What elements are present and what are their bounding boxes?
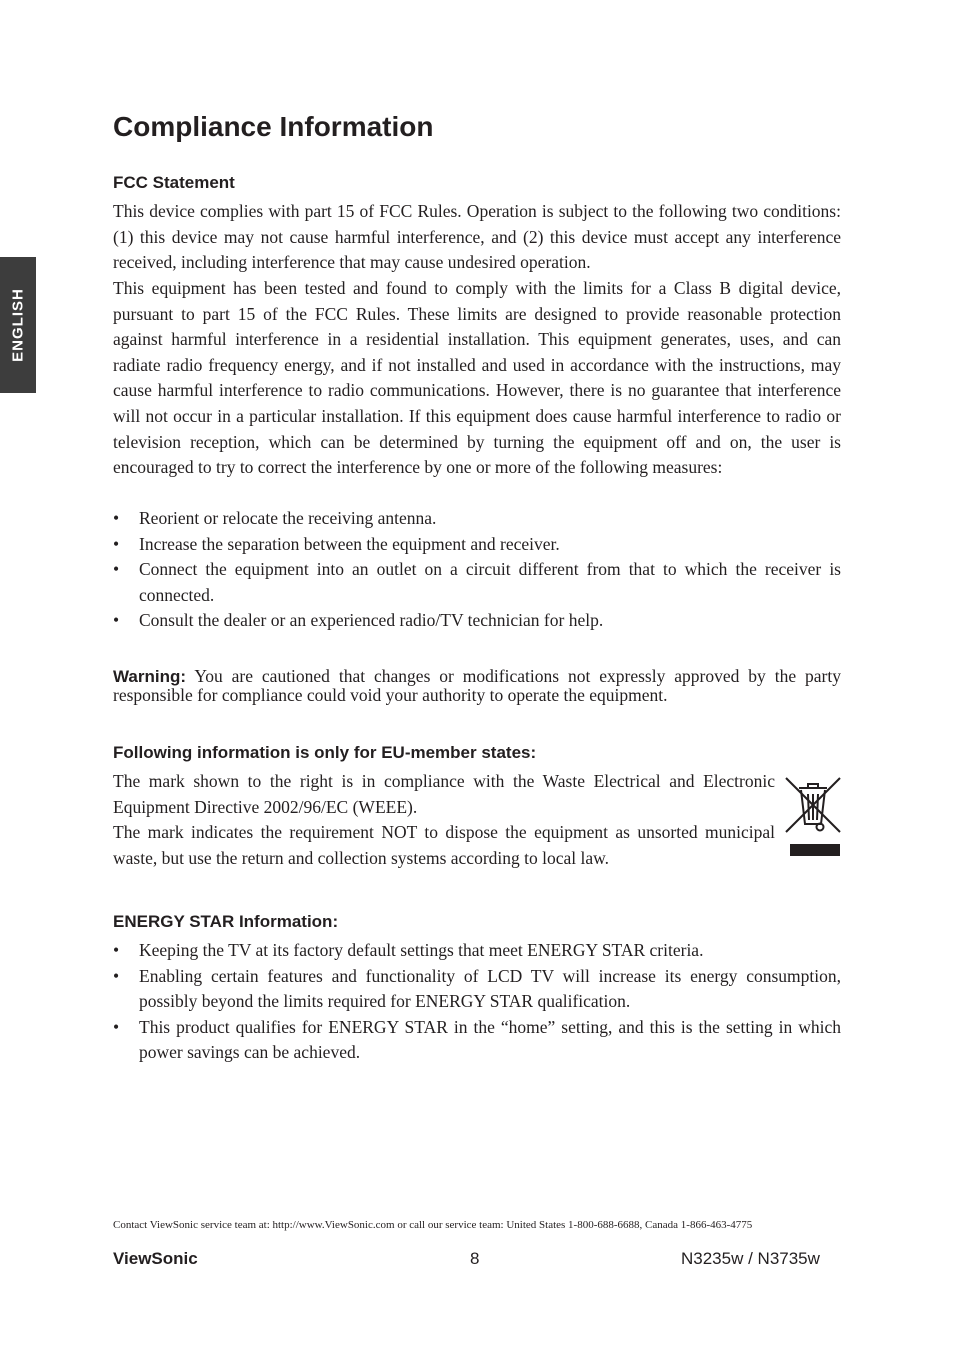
eu-paragraph-1: The mark shown to the right is in compliance with the Waste Electrical and Electronic Equipment Directive 2002/96/EC (WEEE). [113, 771, 775, 817]
footer-brand: ViewSonic [113, 1249, 198, 1268]
list-item: • Enabling certain features and functionality of LCD TV will increase its energy consumption, possibly beyond the limits required for ENERGY STAR qualification. [113, 965, 841, 1012]
list-item: • This product qualifies for ENERGY STAR in the “home” setting, and this is the setting in which power savings can be achieved. [113, 1016, 841, 1063]
list-item: • Keeping the TV at its factory default settings that meet ENERGY STAR criteria. [113, 938, 841, 964]
eu-heading: Following information is only for EU-member states: [113, 743, 537, 762]
page-title: Compliance Information [113, 111, 434, 142]
fcc-paragraph-1: This device complies with part 15 of FCC Rules. Operation is subject to the following two conditions: (1) this device may not cause harmful interference, and (2) this device must accept any interference received, including interference that may cause undesired operation. [113, 201, 841, 273]
weee-crossed-bin-icon [784, 776, 842, 858]
warning-label: Warning: [113, 667, 187, 686]
list-item: • Increase the separation between the equipment and receiver. [113, 532, 841, 558]
warning-text: You are cautioned that changes or modifications not expressly approved by the party responsible for compliance could void your authority to operate the equipment. [113, 666, 841, 705]
warning-paragraph [113, 667, 841, 705]
bullet-icon: • [113, 508, 120, 528]
fcc-heading: FCC Statement [113, 173, 235, 192]
eu-paragraph-2: The mark indicates the requirement NOT to dispose the equipment as unsorted municipal waste, but use the return and collection systems according to local law. [113, 822, 775, 868]
eu-text [113, 769, 775, 871]
bullet-icon: • [113, 533, 120, 554]
energy-star-list [113, 938, 841, 1066]
footer-model: N3235w / N3735w [681, 1249, 820, 1268]
footer-page-number: 8 [470, 1249, 480, 1268]
bullet-icon: • [113, 940, 120, 960]
language-tab [0, 257, 36, 393]
contact-line: Contact ViewSonic service team at: http://www.ViewSonic.com or call our service team: United States 1-800-688-6688, Canada 1-866-463-4775 [113, 1219, 753, 1231]
list-item: • Connect the equipment into an outlet on a circuit different from that to which the receiver is connected. [113, 559, 841, 605]
language-tab-label: ENGLISH [9, 288, 27, 362]
bullet-icon: • [113, 1016, 120, 1037]
list-item: • Reorient or relocate the receiving antenna. [113, 506, 841, 532]
fcc-paragraph-2: This equipment has been tested and found to comply with the limits for a Class B digital device, pursuant to part 15 of the FCC Rules. These limits are designed to provide reasonable protection against harmful interference in a residential installation. This equipment generates, uses, and can radiate radio frequency energy, and if not installed and used in accordance with the instructions, may cause harmful interference to radio communications. However, there is no guarantee that interference will not occur in a particular installation. If this equipment does cause harmful interference to radio or television reception, which can be determined by turning the equipment off and on, the user is encouraged to try to correct the interference by one or more of the following measures: [113, 278, 841, 478]
fcc-measures-list [113, 506, 841, 634]
bullet-icon: • [113, 559, 120, 580]
bullet-icon: • [113, 965, 120, 986]
energy-star-heading: ENERGY STAR Information: [113, 912, 339, 931]
list-item: • Consult the dealer or an experienced radio/TV technician for help. [113, 608, 841, 634]
bullet-icon: • [113, 610, 120, 631]
